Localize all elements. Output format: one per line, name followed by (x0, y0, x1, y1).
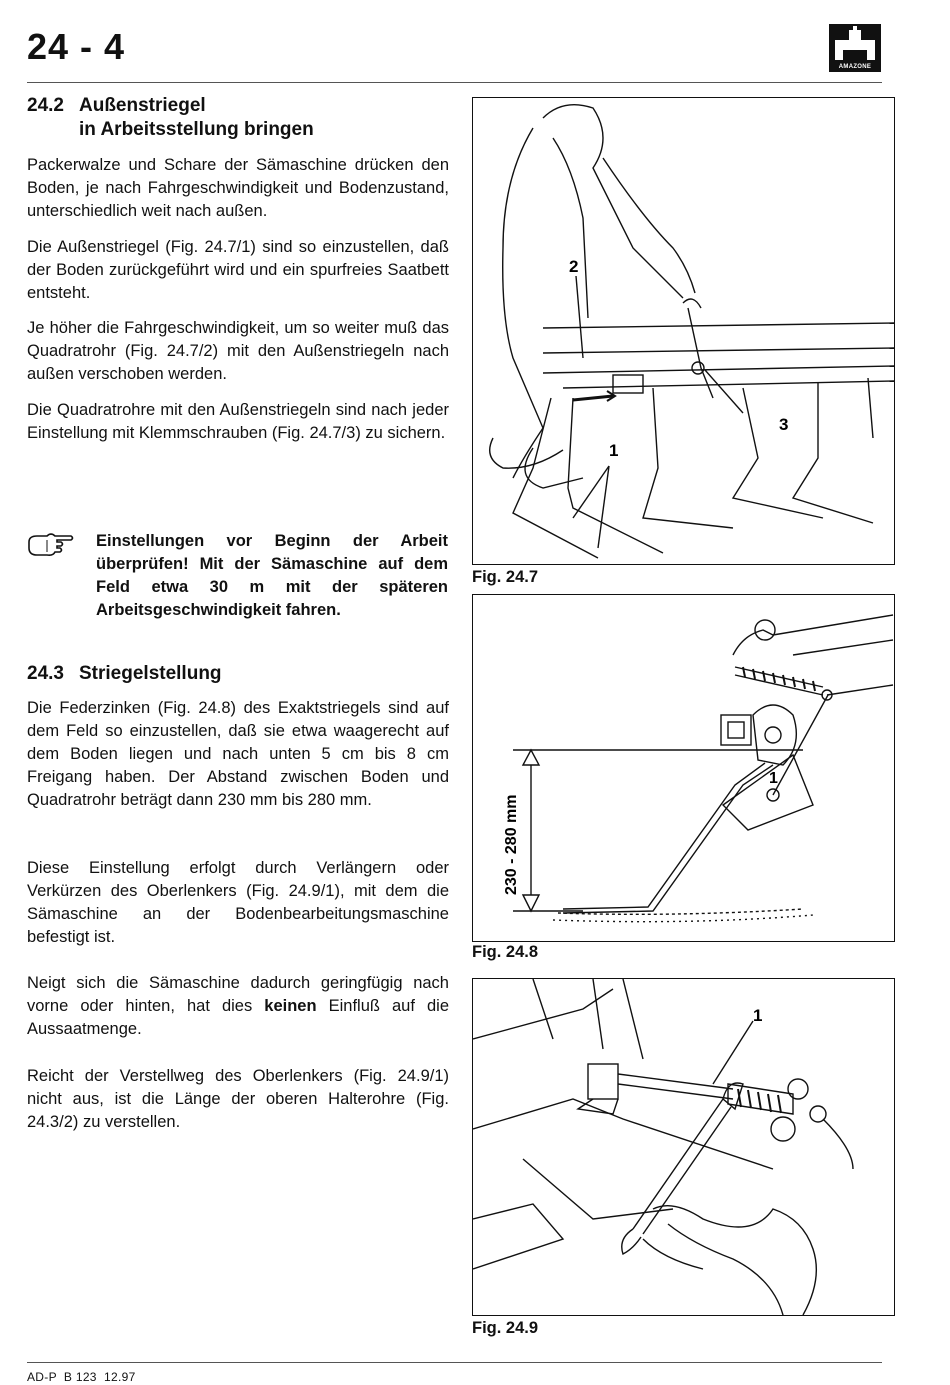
paragraph-text: Die Federzinken (Fig. 24.8) des Exaktstriegels sind auf dem Feld so einzustellen, daß sie etwa waagerecht auf dem Boden liegen und nach unten 5 cm bis 8 cm Freigang haben. Der Abstand zwischen Boden und Quadratrohr beträgt dann 230 mm bis 280 mm. (27, 699, 449, 809)
section-number: 24.3 (27, 663, 64, 684)
paragraph-text: Die Außenstriegel (Fig. 24.7/1) sind so einzustellen, daß der Boden zurückgeführt wird und ein spurfreies Saatbett entsteht. (27, 238, 449, 302)
paragraph-text: Diese Einstellung erfolgt durch Verlängern oder Verkürzen des Oberlenkers (Fig. 24.9/1), mit dem die Sämaschine an der Bodenbearbeitungsmaschine befestigt ist. (27, 859, 449, 946)
figure-caption: Fig. 24.7 (472, 568, 539, 586)
paragraph (27, 857, 449, 949)
section-24-3 (27, 662, 449, 686)
logo-text: AMAZONE (838, 64, 872, 70)
figure-24-8-label-1: 1 (769, 770, 778, 787)
paragraph-text-part: Einfluß auf die Aussaatmenge. (27, 997, 450, 1038)
figure-24-7-label-1: 1 (609, 441, 619, 460)
paragraph-text (27, 972, 449, 1041)
emphasis-keinen: keinen (264, 997, 317, 1015)
paragraph-text-part: Neigt sich die Sämaschine dadurch geringfügig nach vorne oder hinten, hat dies (27, 974, 449, 1015)
figure-24-8 (472, 594, 895, 942)
amazone-logo (829, 24, 881, 72)
paragraph-text: Packerwalze und Schare der Sämaschine drücken den Boden, je nach Fahrgeschwindigkeit und Bodenzustand, unterschiedlich weit nach außen. (27, 156, 449, 220)
section-number: 24.2 (27, 95, 64, 116)
paragraph (27, 154, 449, 223)
figure-24-8-dimension-label: 230 - 280 mm (503, 794, 520, 895)
paragraph-text: Die Quadratrohre mit den Außenstriegeln sind nach jeder Einstellung mit Klemmschrauben (Fig. 24.7/3) zu sichern. (27, 401, 449, 442)
figure-24-7-label-3: 3 (779, 415, 789, 434)
pointing-hand-icon (27, 530, 75, 558)
figure-caption: Fig. 24.9 (472, 1319, 539, 1337)
paragraph (27, 1065, 449, 1134)
footer-rule (27, 1362, 882, 1363)
figure-24-9-illustration (473, 979, 894, 1315)
figure-caption: Fig. 24.8 (472, 943, 539, 961)
section-24-2 (27, 94, 449, 142)
note-text: Einstellungen vor Beginn der Arbeit überprüfen! Mit der Sämaschine auf dem Feld etwa 30 m mit der späteren Arbeitsgeschwindigkeit fahren. (96, 532, 448, 619)
paragraph-text: Je höher die Fahrgeschwindigkeit, um so weiter muß das Quadratrohr (Fig. 24.7/2) mit den Außenstriegeln nach außen verschoben werden. (27, 319, 449, 383)
logo-mark-icon (829, 24, 881, 64)
figure-24-7-label-2: 2 (569, 257, 579, 276)
figure-24-8-illustration (473, 595, 894, 941)
page-number: 24 - 4 (27, 26, 126, 67)
footer-text: AD-P B 123 12.97 (27, 1370, 136, 1384)
paragraph (27, 317, 449, 386)
figure-24-9 (472, 978, 895, 1316)
header-rule (27, 82, 882, 83)
paragraph (27, 399, 449, 445)
paragraph (27, 697, 449, 812)
section-title-line1: Außenstriegel (79, 95, 206, 116)
figure-24-7-illustration (473, 98, 894, 564)
section-heading-24-3 (27, 662, 449, 686)
figure-24-7 (472, 97, 895, 565)
section-title: Striegelstellung (79, 663, 222, 684)
figure-24-9-label-1: 1 (753, 1006, 763, 1025)
section-heading-24-2 (27, 94, 449, 142)
paragraph (27, 236, 449, 305)
paragraph-text: Reicht der Verstellweg des Oberlenkers (Fig. 24.9/1) nicht aus, ist die Länge der oberen Halterohre (Fig. 24.3/2) zu verstellen. (27, 1067, 449, 1131)
section-title-line2: in Arbeitsstellung bringen (79, 119, 314, 140)
paragraph (27, 972, 449, 1041)
